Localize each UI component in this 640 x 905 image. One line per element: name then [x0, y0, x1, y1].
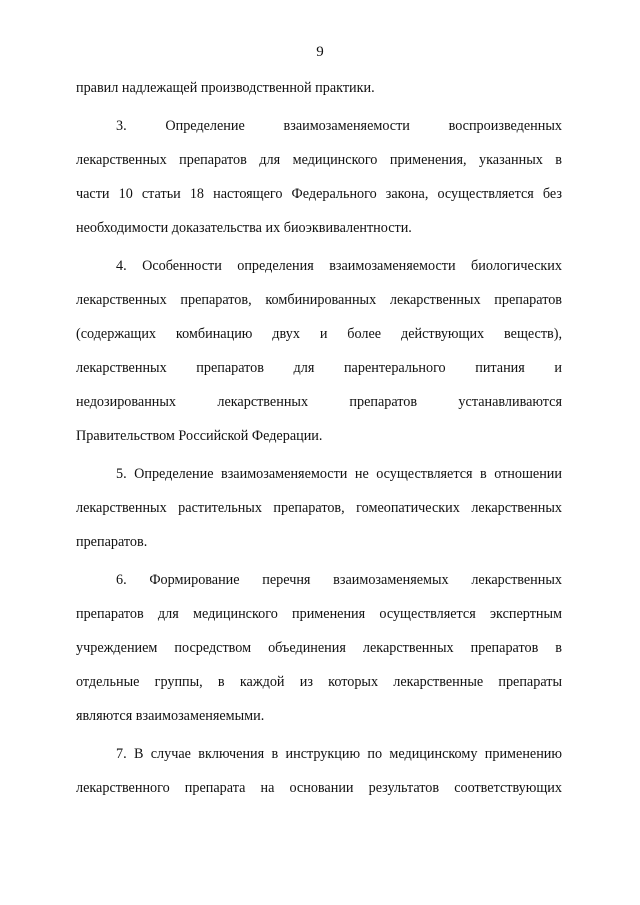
text-line: являются взаимозаменяемыми.	[76, 708, 265, 724]
text-line: Правительством Российской Федерации.	[76, 428, 323, 444]
text-line: 4. Особенности определения взаимозаменяемости биологических	[116, 258, 562, 274]
text-line: учреждением посредством объединения лекарственных препаратов в	[76, 640, 562, 656]
text-line: лекарственных растительных препаратов, гомеопатических лекарственных	[76, 500, 562, 516]
text-line: 3. Определение взаимозаменяемости воспроизведенных	[116, 118, 562, 134]
text-line: правил надлежащей производственной практики.	[76, 80, 375, 96]
text-line: препаратов.	[76, 534, 148, 550]
text-line: недозированных лекарственных препаратов устанавливаются	[76, 394, 562, 410]
text-line: 6. Формирование перечня взаимозаменяемых лекарственных	[116, 572, 562, 588]
text-line: лекарственного препарата на основании результатов соответствующих	[76, 780, 562, 796]
text-line: 7. В случае включения в инструкцию по медицинскому применению	[116, 746, 562, 762]
text-line: препаратов для медицинского применения осуществляется экспертным	[76, 606, 562, 622]
text-line: отдельные группы, в каждой из которых лекарственные препараты	[76, 674, 562, 690]
page-number: 9	[316, 44, 324, 60]
text-line: 5. Определение взаимозаменяемости не осуществляется в отношении	[116, 466, 562, 482]
text-line: необходимости доказательства их биоэквивалентности.	[76, 220, 412, 236]
text-line: лекарственных препаратов, комбинированных лекарственных препаратов	[76, 292, 562, 308]
text-line: части 10 статьи 18 настоящего Федерального закона, осуществляется без	[76, 186, 562, 202]
text-line: (содержащих комбинацию двух и более действующих веществ),	[76, 326, 562, 342]
text-line: лекарственных препаратов для медицинского применения, указанных в	[76, 152, 562, 168]
text-line: лекарственных препаратов для парентерального питания и	[76, 360, 562, 376]
